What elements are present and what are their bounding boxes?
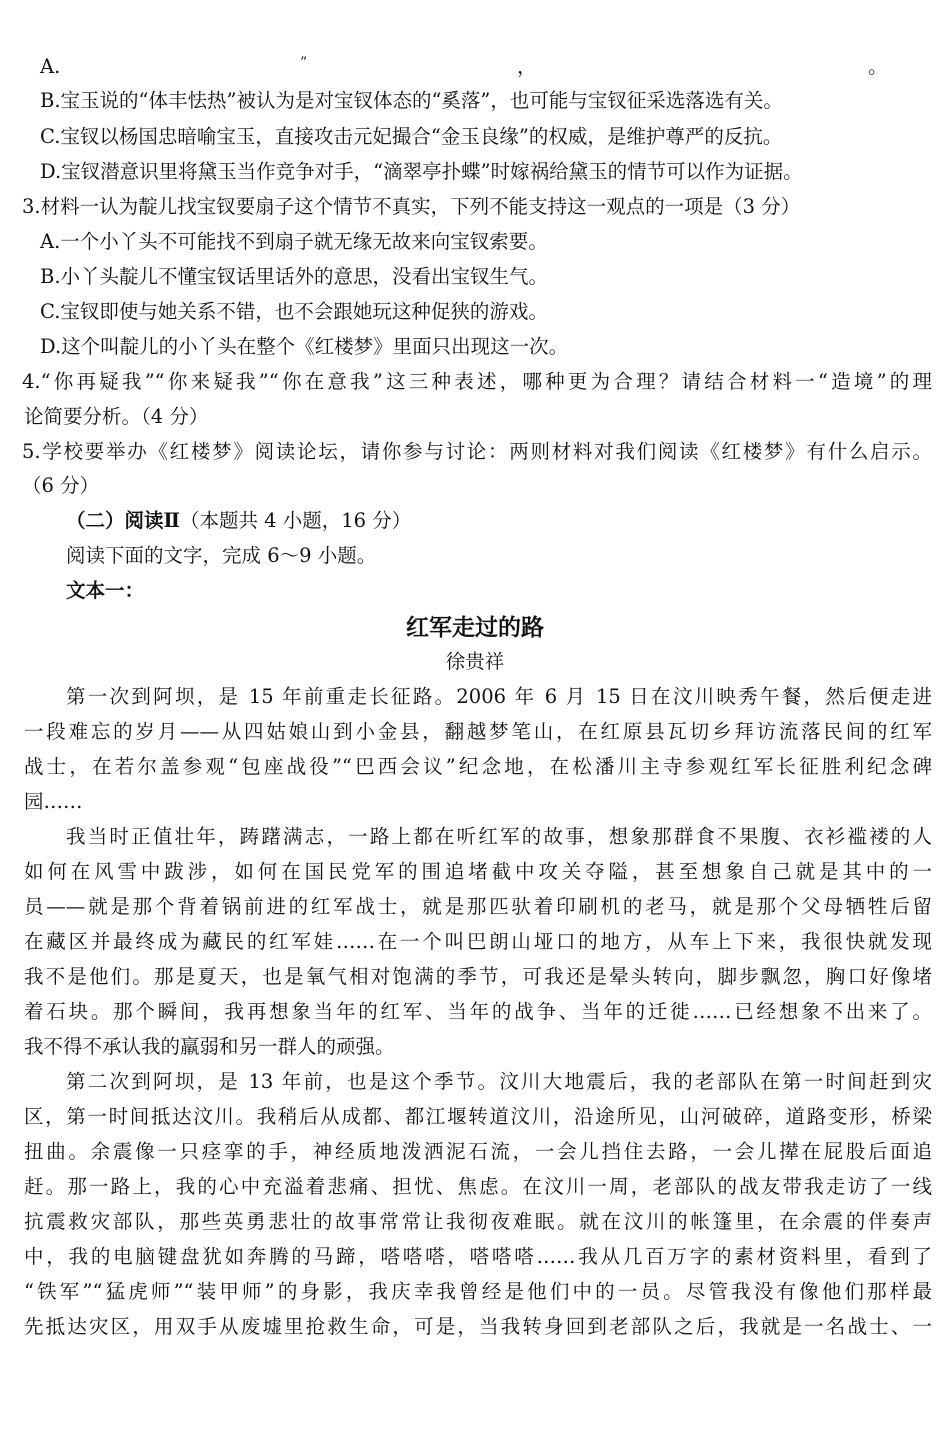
p2-line-3: 员——就是那个背着锅前进的红军战士，就是那匹驮着印刷机的老马，就是那个父母牺牲后留 bbox=[24, 895, 932, 918]
p3-line-5: 抗震救灾部队，那些英勇悲壮的故事常常让我彻夜难眠。就在汶川的帐篷里，在余震的伴奏声 bbox=[24, 1210, 932, 1233]
q2-option-b: B.宝玉说的“体丰怯热”被认为是对宝钗体态的“奚落”，也可能与宝钗征采选落选有关。 bbox=[40, 89, 783, 112]
p3-line-6: 中，我的电脑键盘犹如奔腾的马蹄，嗒嗒嗒，嗒嗒嗒……我从几百万字的素材资料里，看到了 bbox=[24, 1245, 932, 1268]
q5-line-1: 5.学校要举办《红楼梦》阅读论坛，请你参与讨论：两则材料对我们阅读《红楼梦》有什么启示。 bbox=[22, 440, 932, 463]
q3-option-b: B.小丫头靛儿不懂宝钗话里话外的意思，没看出宝钗生气。 bbox=[40, 265, 549, 288]
p2-line-4: 在藏区并最终成为藏民的红军娃……在一个叫巴朗山垭口的地方，从车上下来，我很快就发现 bbox=[24, 930, 932, 953]
comma-fragment: ， bbox=[517, 55, 537, 78]
article-title: 红军走过的路 bbox=[406, 614, 544, 641]
p1-line-1: 第一次到阿坝，是 15 年前重走长征路。2006 年 6 月 15 日在汶川映秀午餐，然后便走进 bbox=[66, 685, 932, 708]
p3-line-8: 先抵达灾区，用双手从废墟里抢救生命，可是，当我转身回到老部队之后，我就是一名战士、一 bbox=[24, 1315, 932, 1338]
q3-option-a: A.一个小丫头不可能找不到扇子就无缘无故来向宝钗索要。 bbox=[40, 230, 548, 253]
option-a-fragment: A. bbox=[40, 55, 61, 78]
section-heading-rest: （本题共 4 小题，16 分） bbox=[179, 509, 412, 532]
p1-line-4: 园…… bbox=[24, 790, 83, 813]
section-heading bbox=[66, 506, 932, 536]
q2-option-c: C.宝钗以杨国忠暗喻宝玉，直接攻击元妃撮合“金玉良缘”的权威，是维护尊严的反抗。 bbox=[40, 125, 783, 148]
q3-option-d: D.这个叫靛儿的小丫头在整个《红楼梦》里面只出现这一次。 bbox=[40, 335, 569, 358]
quote-mark-fragment: ” bbox=[300, 55, 308, 71]
p2-line-1: 我当时正值壮年，踌躇满志，一路上都在听红军的故事，想象那群食不果腹、衣衫褴褛的人 bbox=[66, 825, 932, 848]
q2-option-d: D.宝钗潜意识里将黛玉当作竞争对手，“滴翠亭扑蝶”时嫁祸给黛玉的情节可以作为证据。 bbox=[40, 160, 803, 183]
q5-line-2: （6 分） bbox=[22, 474, 100, 497]
section-instruction: 阅读下面的文字，完成 6～9 小题。 bbox=[66, 544, 377, 567]
period-fragment: 。 bbox=[868, 55, 888, 78]
q4-line-2: 论简要分析。（4 分） bbox=[24, 405, 209, 428]
p3-line-3: 扭曲。余震像一只痉挛的手，神经质地泼洒泥石流，一会儿挡住去路，一会儿撵在屁股后面追 bbox=[24, 1140, 932, 1163]
p2-line-7: 我不得不承认我的羸弱和另一群人的顽强。 bbox=[24, 1035, 395, 1058]
q3-stem: 3.材料一认为靛儿找宝钗要扇子这个情节不真实，下列不能支持这一观点的一项是（3 分） bbox=[22, 195, 801, 218]
p2-line-6: 着石块。那个瞬间，我再想象当年的红军、当年的战争、当年的迁徙……已经想象不出来了。 bbox=[24, 1000, 932, 1023]
article-author: 徐贵祥 bbox=[445, 650, 505, 673]
p2-line-5: 我不是他们。那是夏天，也是氧气相对饱满的季节，可我还是晕头转向，脚步飘忽，胸口好像堵 bbox=[24, 965, 932, 988]
p3-line-4: 赶。那一路上，我的心中充溢着悲痛、担忧、焦虑。在汶川一周，老部队的战友带我走访了一线 bbox=[24, 1175, 932, 1198]
section-heading-bold: （二）阅读Ⅱ bbox=[66, 509, 180, 532]
p1-line-2: 一段难忘的岁月——从四姑娘山到小金县，翻越梦笔山，在红原县瓦切乡拜访流落民间的红军 bbox=[24, 720, 932, 743]
p2-line-2: 如何在风雪中跋涉，如何在国民党军的围追堵截中攻关夺隘，甚至想象自己就是其中的一 bbox=[24, 860, 932, 883]
p3-line-7: “铁军”“猛虎师”“装甲师”的身影，我庆幸我曾经是他们中的一员。尽管我没有像他们那样最 bbox=[24, 1280, 932, 1303]
p3-line-1: 第二次到阿坝，是 13 年前，也是这个季节。汶川大地震后，我的老部队在第一时间赶到灾 bbox=[66, 1070, 932, 1093]
p3-line-2: 区，第一时间抵达汶川。我稍后从成都、都江堰转道汶川，沿途所见，山河破碎，道路变形，桥梁 bbox=[24, 1105, 932, 1128]
text-one-label: 文本一： bbox=[66, 579, 145, 602]
q4-line-1: 4.“你再疑我”“你来疑我”“你在意我”这三种表述，哪种更为合理？请结合材料一“造境”的理 bbox=[22, 370, 932, 393]
p1-line-3: 战士，在若尔盖参观“包座战役”“巴西会议”纪念地，在松潘川主寺参观红军长征胜利纪念碑 bbox=[24, 755, 932, 778]
q3-option-c: C.宝钗即使与她关系不错，也不会跟她玩这种促狭的游戏。 bbox=[40, 300, 548, 323]
